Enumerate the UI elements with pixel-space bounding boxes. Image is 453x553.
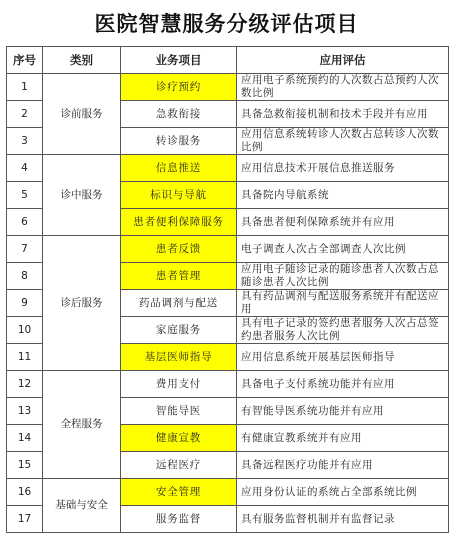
table-header-row [7,47,449,74]
category-cell: 全程服务 [43,371,121,479]
evaluation-cell: 具有服务监督机制并有监督记录 [237,506,449,533]
row-number: 6 [7,209,43,236]
evaluation-cell: 具有电子记录的签约患者服务人次占总签约患者服务人次比例 [237,317,449,344]
business-item-cell: 信息推送 [121,155,237,182]
row-number: 16 [7,479,43,506]
row-number: 13 [7,398,43,425]
evaluation-cell: 具备电子支付系统功能并有应用 [237,371,449,398]
row-number: 2 [7,101,43,128]
page-title: 医院智慧服务分级评估项目 [94,11,359,36]
business-item-cell: 智能导医 [121,398,237,425]
row-number: 15 [7,452,43,479]
evaluation-cell: 具有药品调剂与配送服务系统并有配送应用 [237,290,449,317]
table-row [7,371,449,398]
table-row [7,74,449,101]
row-number: 4 [7,155,43,182]
evaluation-cell: 应用电子随诊记录的随诊患者人次数占总随诊患者人次比例 [237,263,449,290]
row-number: 9 [7,290,43,317]
table-row [7,479,449,506]
table-row [7,236,449,263]
evaluation-cell: 具备急救衔接机制和技术手段并有应用 [237,101,449,128]
evaluation-cell: 电子调查人次占全部调查人次比例 [237,236,449,263]
header-no: 序号 [7,47,43,74]
category-cell: 诊后服务 [43,236,121,371]
business-item-cell: 基层医师指导 [121,344,237,371]
table-row [7,155,449,182]
business-item-cell: 药品调剂与配送 [121,290,237,317]
table-body [7,74,449,533]
business-item-cell: 标识与导航 [121,182,237,209]
row-number: 14 [7,425,43,452]
row-number: 10 [7,317,43,344]
category-cell: 诊中服务 [43,155,121,236]
header-category: 类别 [43,47,121,74]
evaluation-table [6,46,449,533]
business-item-cell: 费用支付 [121,371,237,398]
category-cell: 诊前服务 [43,74,121,155]
evaluation-cell: 应用身份认证的系统占全部系统比例 [237,479,449,506]
evaluation-cell: 应用信息系统开展基层医师指导 [237,344,449,371]
business-item-cell: 家庭服务 [121,317,237,344]
row-number: 3 [7,128,43,155]
category-cell: 基础与安全 [43,479,121,533]
business-item-cell: 患者便利保障服务 [121,209,237,236]
header-evaluation: 应用评估 [237,47,449,74]
business-item-cell: 诊疗预约 [121,74,237,101]
evaluation-cell: 应用电子系统预约的人次数占总预约人次数比例 [237,74,449,101]
business-item-cell: 急救衔接 [121,101,237,128]
business-item-cell: 转诊服务 [121,128,237,155]
business-item-cell: 服务监督 [121,506,237,533]
row-number: 1 [7,74,43,101]
business-item-cell: 健康宣教 [121,425,237,452]
business-item-cell: 安全管理 [121,479,237,506]
row-number: 7 [7,236,43,263]
business-item-cell: 患者管理 [121,263,237,290]
row-number: 11 [7,344,43,371]
evaluation-cell: 有健康宣教系统并有应用 [237,425,449,452]
business-item-cell: 患者反馈 [121,236,237,263]
evaluation-cell: 应用信息技术开展信息推送服务 [237,155,449,182]
evaluation-cell: 具备远程医疗功能并有应用 [237,452,449,479]
header-item: 业务项目 [121,47,237,74]
evaluation-cell: 应用信息系统转诊人次数占总转诊人次数比例 [237,128,449,155]
evaluation-cell: 有智能导医系统功能并有应用 [237,398,449,425]
row-number: 17 [7,506,43,533]
evaluation-cell: 具备患者便利保障系统并有应用 [237,209,449,236]
row-number: 12 [7,371,43,398]
row-number: 8 [7,263,43,290]
row-number: 5 [7,182,43,209]
business-item-cell: 远程医疗 [121,452,237,479]
evaluation-cell: 具备院内导航系统 [237,182,449,209]
